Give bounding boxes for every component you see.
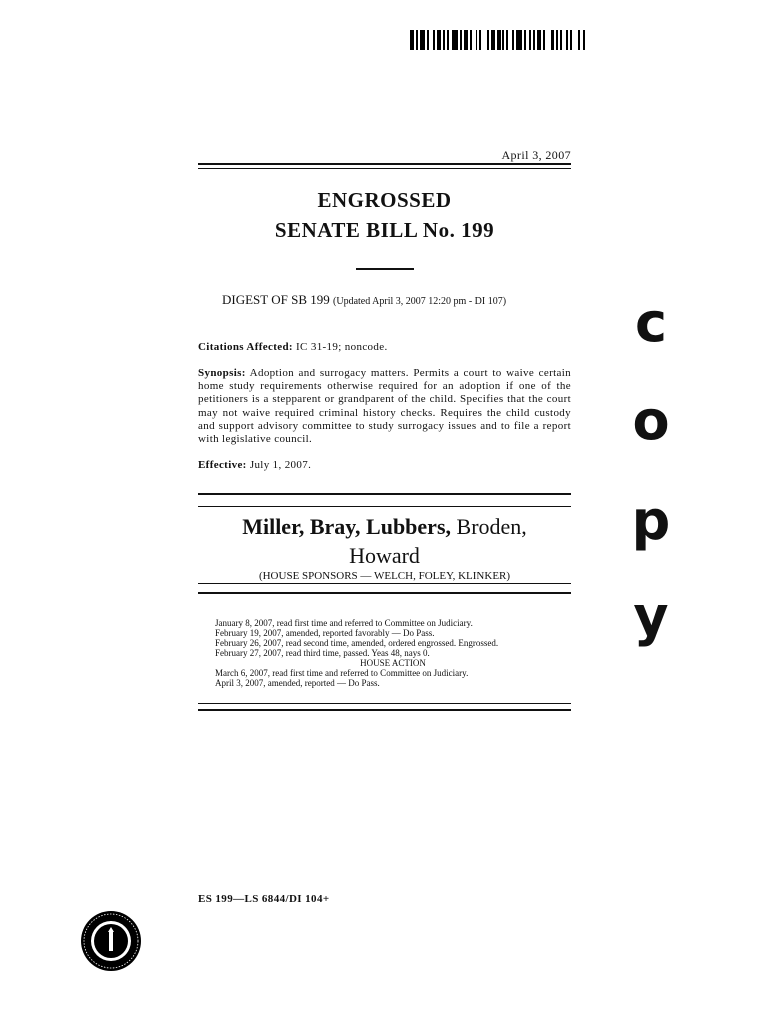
sponsors-normal-2: Howard [349, 543, 420, 568]
bill-code: ES 199—LS 6844/DI 104+ [198, 893, 330, 905]
divider [198, 506, 571, 507]
synopsis-label: Synopsis: [198, 367, 246, 379]
senate-action: February 26, 2007, read second time, amended, ordered engrossed. Engrossed. [215, 638, 499, 648]
copy-letter: p [631, 489, 671, 552]
divider [198, 703, 571, 704]
house-sponsors: (HOUSE SPONSORS — WELCH, FOLEY, KLINKER) [258, 570, 511, 582]
digest-updated: (Updated April 3, 2007 12:20 pm - DI 107) [333, 296, 507, 307]
barcode-icon [410, 30, 588, 50]
divider [356, 268, 414, 270]
synopsis-text: Adoption and surrogacy matters. Permits a court to waive certain home study requirements otherwise required for an adoption if one of the petitioners is a stepparent or grandparent of the child. Specifies that the court may not waive required criminal history checks. Requires the child custody and support advisory committee to study surrogacy issues and to file a report with legislative council. [198, 367, 571, 446]
copy-letter: o [632, 389, 670, 452]
bill-title-line1: ENGROSSED [317, 188, 452, 212]
digest-label: DIGEST OF SB 199 [222, 292, 330, 307]
divider [198, 709, 571, 711]
house-action: March 6, 2007, read first time and referred to Committee on Judiciary. [215, 668, 469, 678]
bill-title-line2: SENATE BILL No. 199 [274, 218, 495, 242]
digest-heading [222, 292, 506, 308]
synopsis [198, 367, 571, 446]
divider [198, 163, 571, 165]
senate-action: February 27, 2007, read third time, passed. Yeas 48, nays 0. [215, 648, 430, 658]
divider [198, 493, 571, 495]
effective-label: Effective: [198, 459, 247, 471]
senate-action: January 8, 2007, read first time and referred to Committee on Judiciary. [215, 618, 473, 628]
bill-date: April 3, 2007 [501, 148, 571, 162]
divider [198, 168, 571, 169]
effective-date [198, 459, 571, 472]
copy-letter: y [633, 585, 669, 648]
house-action: April 3, 2007, amended, reported — Do Pass. [215, 678, 380, 688]
legislative-actions [215, 618, 571, 688]
divider [198, 592, 571, 594]
copy-letter: c [634, 291, 667, 354]
senate-sponsors [198, 512, 571, 570]
state-seal-icon [80, 910, 142, 972]
citations-label: Citations Affected: [198, 341, 293, 353]
effective-text: July 1, 2007. [249, 459, 312, 471]
citations-text: IC 31-19; noncode. [296, 341, 388, 353]
house-action-heading: HOUSE ACTION [360, 658, 426, 668]
sponsors-bold: Miller, Bray, Lubbers, [242, 514, 452, 539]
sponsors-normal-1: Broden, [456, 514, 527, 539]
senate-action: February 19, 2007, amended, reported favorably — Do Pass. [215, 628, 435, 638]
divider [198, 583, 571, 584]
citations-affected [198, 341, 571, 354]
